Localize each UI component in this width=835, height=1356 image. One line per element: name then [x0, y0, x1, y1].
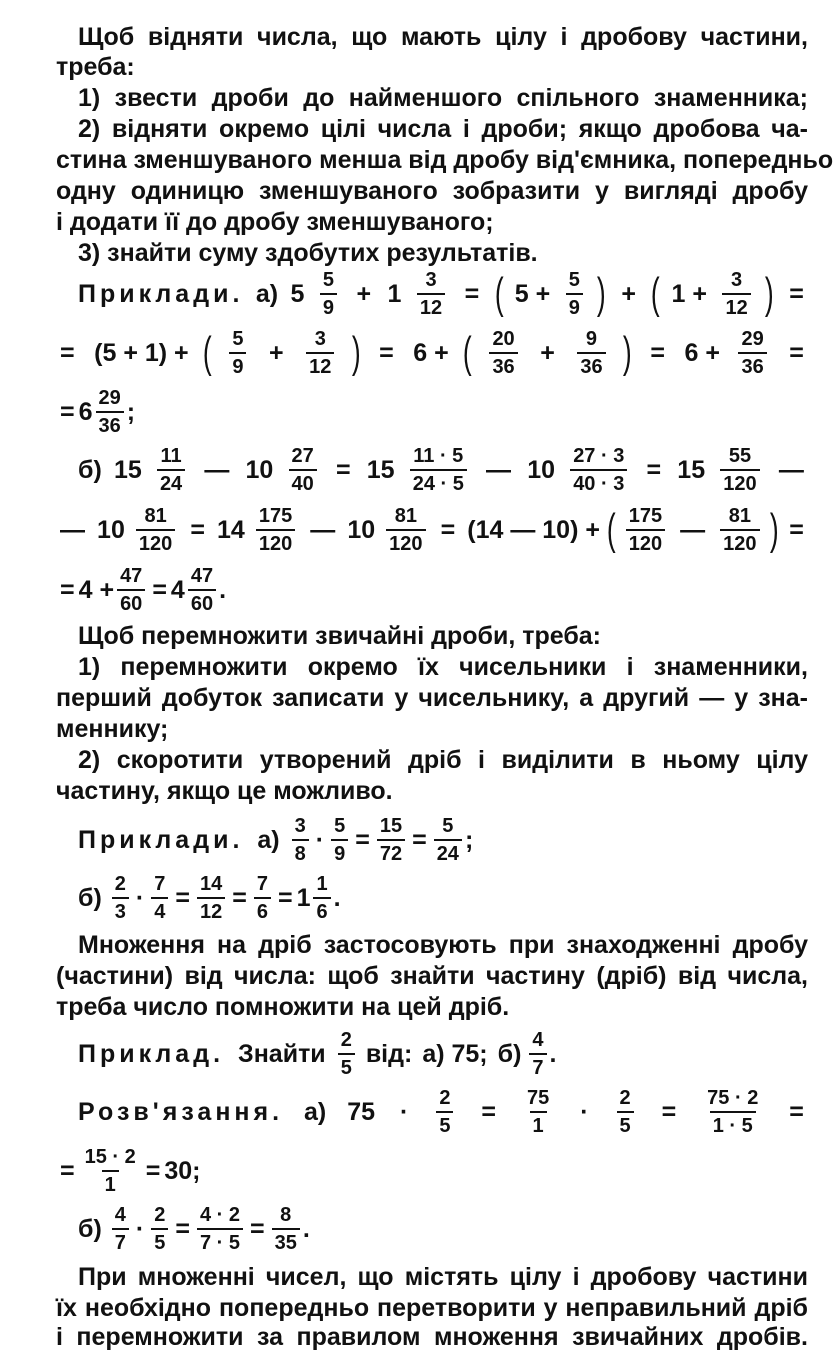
item-b: б): [78, 455, 102, 484]
subtract-step-2-cont-2: одну одиницю зменшуваного зобразити у вигляді дробу: [56, 177, 808, 205]
example-1b-line-3: = 4 + $\frac{47}{60}$ = 4 47 60 .: [60, 565, 227, 615]
solution-label: Розв'язання.: [78, 1097, 284, 1126]
example-1a-line-3: = 6 29 36 ;: [60, 387, 136, 437]
examples-label: Приклади.: [78, 279, 244, 308]
subtract-step-1: 1) звести дроби до найменшого спільного знаменника;: [78, 84, 808, 112]
multiply-step-2: 2) скоротити утворений дріб і виділити в ньому цілу: [78, 746, 808, 774]
solution-line-2: = $\frac{15 \cdot 2}{1}$ = 30;: [60, 1146, 201, 1196]
multiply-rule-line-1: Щоб перемножити звичайні дроби, треба:: [78, 622, 601, 650]
item-a: а): [257, 825, 280, 854]
example-3: Приклад. Знайти 2 5 від: а) 75; б) 4 7 .: [78, 1029, 557, 1079]
mixed-rule-line-3: і перемножити за правилом множення звичайних дробів.: [56, 1323, 808, 1351]
example-1b-line-2: — 10 $\frac{81}{120}$ = 14 175 120 — 10 $\frac{81}{120}$ = (14 — 10) + ( 175 120 — 81 120 ) =: [60, 505, 804, 555]
example-1b-line-1: б) 15 11 24 — 10 $\frac{27}{40}$ = 15 11 · 5 24 · 5 — 10 $\frac{27 \cdot 3}{40 \cdot 3}$ = 15 55 120 —: [78, 445, 804, 495]
subtract-rule-line-2: треба:: [56, 53, 135, 81]
part-rule-line-1: Множення на дріб застосовують при знаходженні дробу: [78, 931, 808, 959]
example-1a-line-2: = (5 + 1) + ( 5 9 + $\frac{3}{12}$ ) = 6 + ( 20 36 + $\frac{9}{36}$ ) = 6 + $\frac{29}{36}$ =: [60, 328, 804, 378]
subtract-step-2-cont-3: і додати її до дробу зменшуваного;: [56, 208, 494, 236]
item-a: а): [304, 1097, 327, 1126]
example-1a-line-1: Приклади. а) 5 5 9 + 1 $\frac{3}{12}$ = ( 5 + $\frac{5}{9}$ ) + ( 1 + $\frac{3}{12}$ ) =: [78, 269, 804, 319]
part-rule-line-3: треба число помножити на цей дріб.: [56, 993, 510, 1021]
find-word: Знайти: [238, 1039, 326, 1068]
part-rule-line-2: (частини) від числа: щоб знайти частину (дріб) від числа,: [56, 962, 808, 990]
subtract-step-2-cont-1: стина зменшуваного менша від дробу від'ємника, попередньо: [56, 146, 834, 174]
solution-line-3: б) 4 7 · $\frac{2}{5}$ = $\frac{4 \cdot 2}{7 \cdot 5}$ = $\frac{8}{35}$ .: [78, 1204, 310, 1254]
mixed-rule-line-2: їх необхідно попередньо перетворити у неправильний дріб: [56, 1294, 808, 1322]
item-a: а) 75;: [422, 1039, 488, 1068]
of-word: від:: [365, 1039, 413, 1068]
subtract-step-3: 3) знайти суму здобутих результатів.: [78, 239, 538, 267]
example-2b: б) 2 3 · $\frac{7}{4}$ = $\frac{14}{12}$ = $\frac{7}{6}$ = 1 1 6 .: [78, 873, 341, 923]
example-2a: Приклади. а) 3 8 · $\frac{5}{9}$ = $\frac{15}{72}$ = $\frac{5}{24}$ ;: [78, 815, 474, 865]
item-a: а): [255, 279, 279, 308]
multiply-step-1-cont-2: меннику;: [56, 715, 169, 743]
item-b: б): [78, 1214, 102, 1243]
mixed-rule-line-1: При множенні чисел, що містять цілу і дробову частини: [78, 1263, 808, 1291]
subtract-step-2: 2) відняти окремо цілі числа і дроби; якщо дробова ча-: [78, 115, 808, 143]
solution-line-1: Розв'язання. а) 75 · $\frac{2}{5}$ = $\frac{75}{1}$ · $\frac{2}{5}$ = $\frac{75 \cdot 2}{1 \cdot 5}$ =: [78, 1087, 804, 1137]
multiply-step-2-cont: частину, якщо це можливо.: [56, 777, 393, 805]
multiply-step-1: 1) перемножити окремо їх чисельники і знаменники,: [78, 653, 808, 681]
subtract-rule-line-1: Щоб відняти числа, що мають цілу і дробову частини,: [78, 23, 808, 51]
multiply-step-1-cont-1: перший добуток записати у чисельнику, а другий — у зна-: [56, 684, 808, 712]
examples-2-label: Приклади.: [78, 825, 244, 854]
example-label: Приклад.: [78, 1039, 225, 1068]
item-b: б): [78, 883, 102, 912]
item-b: б): [497, 1039, 522, 1068]
